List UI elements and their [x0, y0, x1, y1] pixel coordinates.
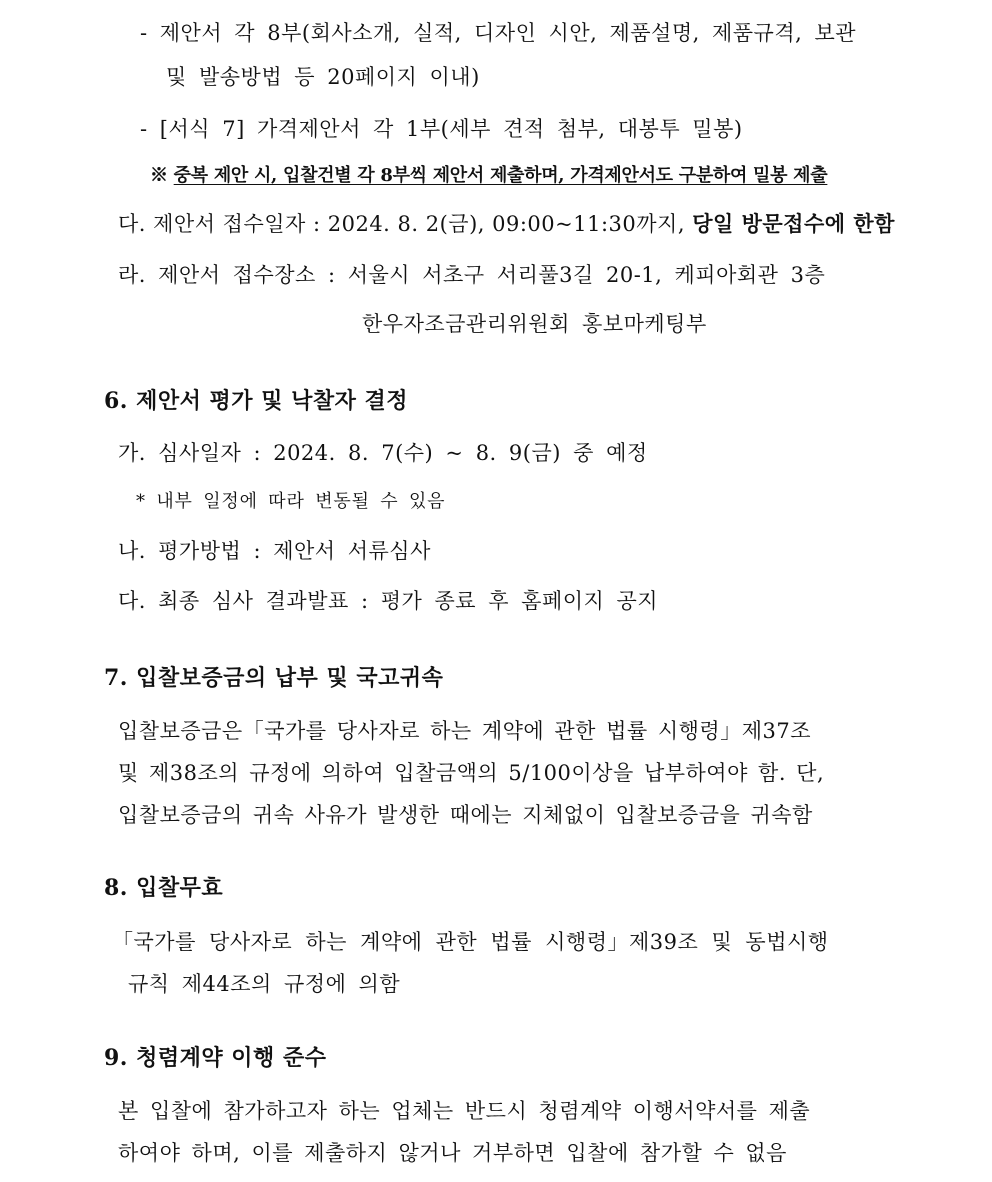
note-text: 중복 제안 시, 입찰건별 각 8부씩 제안서 제출하며, 가격제안서도 구분하여 밀봉 제출	[173, 165, 828, 186]
submission-item-proposal: - 제안서 각 8부(회사소개, 실적, 디자인 시안, 제품설명, 제품규격, 보관	[140, 21, 857, 45]
duplicate-submission-note	[150, 161, 827, 191]
bid-bond-line-1: 입찰보증금은「국가를 당사자로 하는 계약에 관한 법률 시행령」제37조	[118, 719, 811, 743]
submission-date	[118, 209, 895, 239]
bid-invalid-line-2: 규칙 제44조의 규정에 의함	[128, 972, 401, 996]
section-heading-7: 7. 입찰보증금의 납부 및 국고귀속	[104, 665, 444, 691]
bid-bond-line-2: 및 제38조의 규정에 의하여 입찰금액의 5/100이상을 납부하여야 함. 단,	[118, 761, 825, 785]
reference-mark: ※	[150, 165, 168, 186]
section-heading-6: 6. 제안서 평가 및 낙찰자 결정	[104, 388, 409, 414]
submission-location-cont: 한우자조금관리위원회 홍보마케팅부	[362, 312, 707, 336]
submission-date-emphasis: 당일 방문접수에 한함	[692, 211, 895, 236]
submission-date-text: 다. 제안서 접수일자 : 2024. 8. 2(금), 09:00~11:30까지,	[118, 212, 686, 236]
section-heading-8: 8. 입찰무효	[104, 875, 224, 901]
submission-location: 라. 제안서 접수장소 : 서울시 서초구 서리풀3길 20-1, 케피아회관 3층	[118, 263, 826, 287]
result-announcement: 다. 최종 심사 결과발표 : 평가 종료 후 홈페이지 공지	[118, 589, 659, 613]
submission-item-proposal-cont: 및 발송방법 등 20페이지 이내)	[166, 65, 480, 89]
section-heading-9: 9. 청렴계약 이행 준수	[104, 1045, 327, 1071]
integrity-contract-line-1: 본 입찰에 참가하고자 하는 업체는 반드시 청렴계약 이행서약서를 제출	[118, 1099, 811, 1123]
bid-invalid-line-1: 「국가를 당사자로 하는 계약에 관한 법률 시행령」제39조 및 동법시행	[112, 930, 829, 954]
submission-item-price-proposal: - [서식 7] 가격제안서 각 1부(세부 견적 첨부, 대봉투 밀봉)	[140, 117, 743, 141]
bid-bond-line-3: 입찰보증금의 귀속 사유가 발생한 때에는 지체없이 입찰보증금을 귀속함	[118, 803, 813, 827]
review-date: 가. 심사일자 : 2024. 8. 7(수) ~ 8. 9(금) 중 예정	[118, 441, 648, 465]
integrity-contract-line-2: 하여야 하며, 이를 제출하지 않거나 거부하면 입찰에 참가할 수 없음	[118, 1141, 787, 1165]
evaluation-method: 나. 평가방법 : 제안서 서류심사	[118, 539, 431, 563]
review-date-note: * 내부 일정에 따라 변동될 수 있음	[136, 491, 446, 512]
